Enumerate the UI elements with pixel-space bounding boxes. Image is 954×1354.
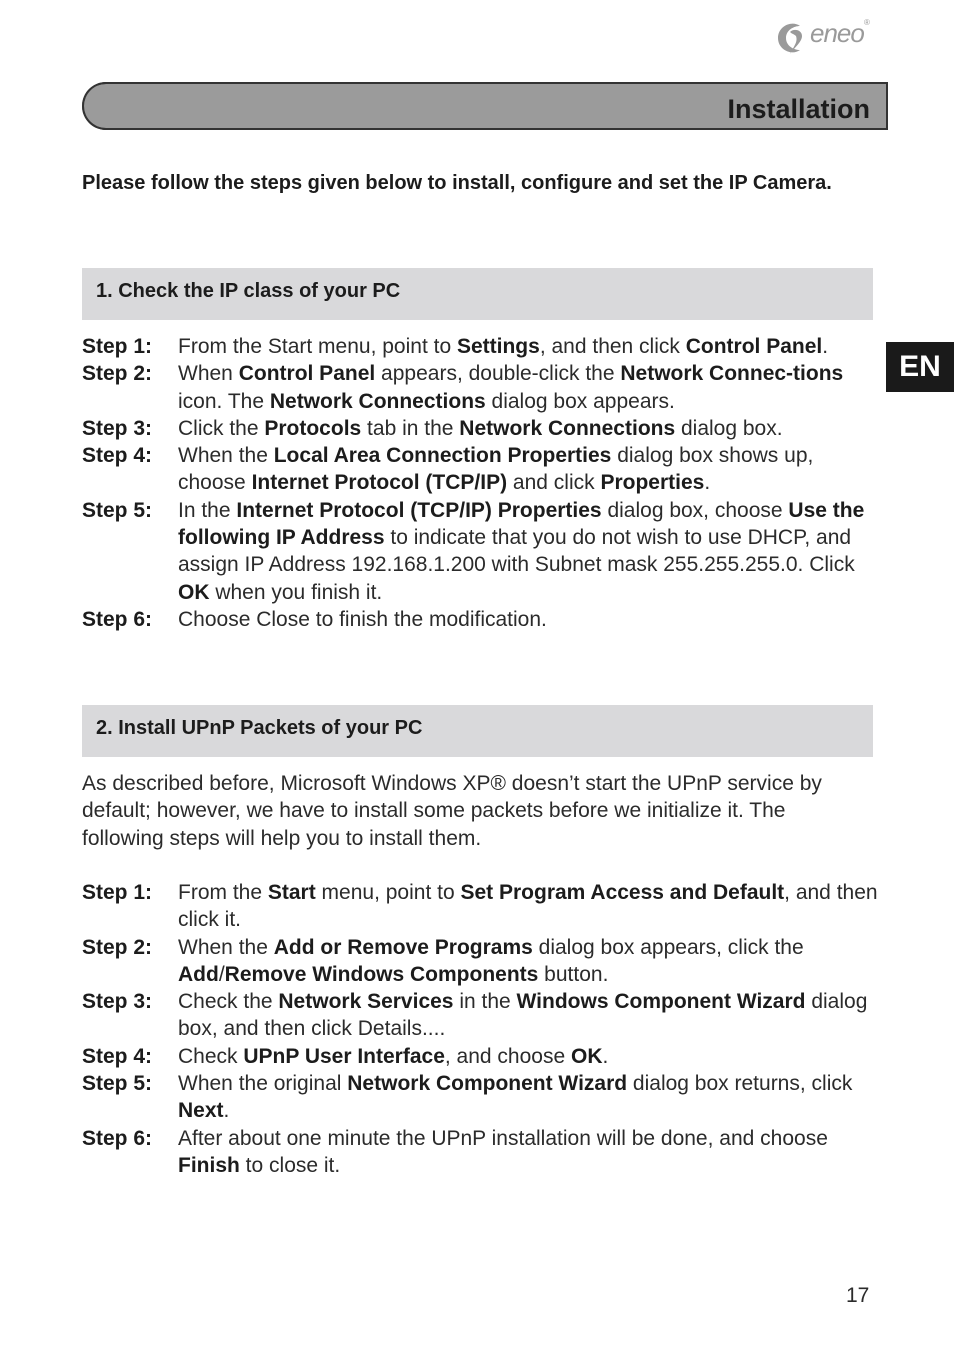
section-1-steps [82,333,882,633]
step-row [82,1043,882,1070]
step-row [82,879,882,934]
section-2-steps [82,879,882,1179]
header-bar [82,82,888,130]
step-text: In the Internet Protocol (TCP/IP) Properties dialog box, choose Use the following IP Address to indicate that you do not wish to use DHCP, and assign IP Address 192.168.1.200 with Subnet mask 255.255.255.0. Click OK when you finish it. [178,498,865,604]
step-text: After about one minute the UPnP installation will be done, and choose Finish to close it. [178,1126,828,1177]
step-row [82,1070,882,1125]
step-label: Step 5: [82,1072,153,1096]
step-row [82,333,882,360]
step-label: Step 4: [82,444,153,468]
step-row [82,988,882,1043]
step-row [82,442,882,497]
step-text: Check the Network Services in the Windows Component Wizard dialog box, and then click Details.... [178,990,868,1041]
section-1-header [82,268,873,320]
section-2-header [82,705,873,757]
step-label: Step 2: [82,362,153,386]
step-row [82,415,882,442]
step-label: Step 4: [82,1044,153,1068]
step-row [82,1125,882,1180]
section-1-title: 1. Check the IP class of your PC [96,280,401,302]
step-label: Step 5: [82,498,153,522]
step-label: Step 3: [82,416,153,440]
step-text: When the original Network Component Wizard dialog box returns, click Next. [178,1072,853,1123]
step-row [82,934,882,989]
step-label: Step 1: [82,881,153,904]
step-label: Step 6: [82,1126,153,1150]
step-label: Step 1: [82,335,153,358]
step-row [82,606,882,633]
step-text: Check UPnP User Interface, and choose OK. [178,1044,609,1068]
step-label: Step 2: [82,935,153,959]
step-text: From the Start menu, point to Settings, and then click Control Panel. [178,335,829,358]
step-text: Choose Close to finish the modification. [178,607,547,631]
section-2-paragraph: As described before, Microsoft Windows XP® doesn’t start the UPnP service by default; however, we have to install some packets before we initialize it. The following steps will help you to install them. [82,772,822,850]
step-text: From the Start menu, point to Set Program Access and Default, and then click it. [178,881,878,932]
intro-text: Please follow the steps given below to install, configure and set the IP Camera. [82,172,832,194]
step-label: Step 6: [82,607,153,631]
page-number: 17 [846,1284,870,1307]
step-text: When the Add or Remove Programs dialog box appears, click the Add/Remove Windows Components button. [178,935,804,986]
step-text: Click the Protocols tab in the Network Connections dialog box. [178,416,783,440]
step-row [82,497,882,606]
step-text: When the Local Area Connection Properties dialog box shows up, choose Internet Protocol (TCP/IP) and click Properties. [178,444,814,495]
language-tab[interactable]: EN [886,342,954,392]
section-2-title: 2. Install UPnP Packets of your PC [96,717,423,739]
brand-name: eneo® [810,18,869,48]
step-label: Step 3: [82,990,153,1014]
page-title: Installation [727,94,870,124]
step-text: When Control Panel appears, double-click the Network Connec-tions icon. The Network Connections dialog box appears. [178,362,844,413]
step-row [82,360,882,415]
